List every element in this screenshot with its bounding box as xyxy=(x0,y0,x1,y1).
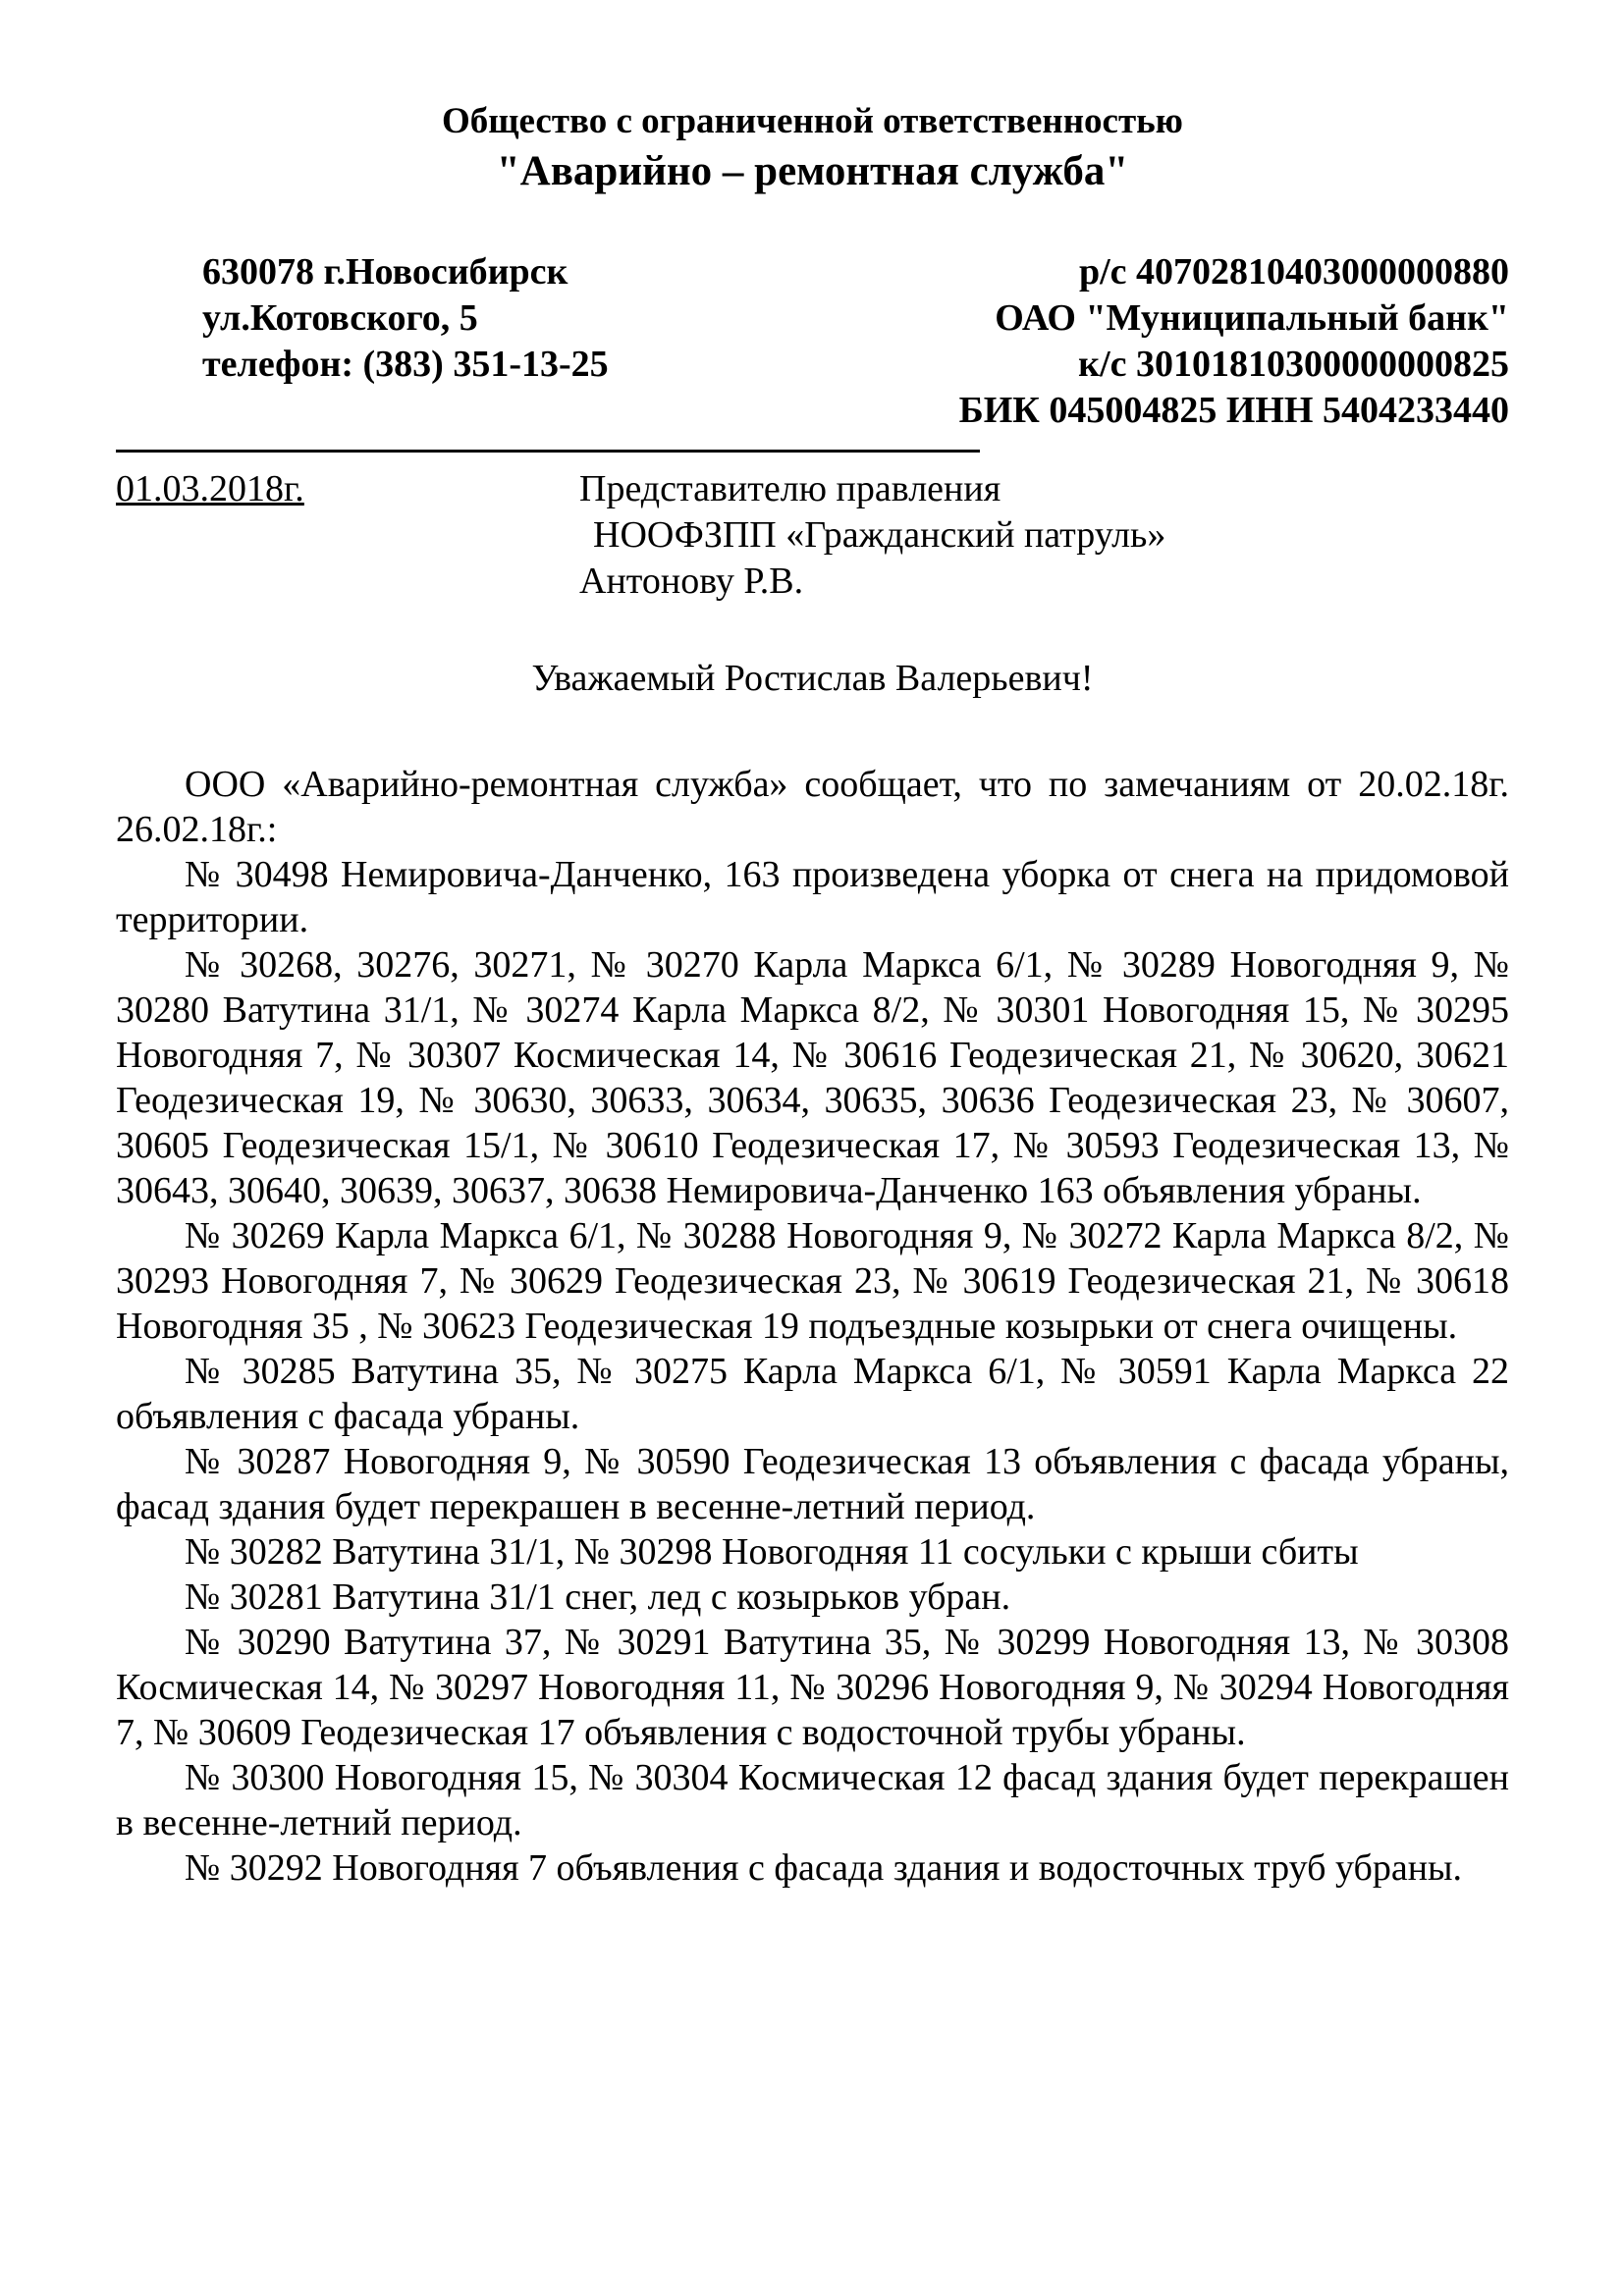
bank-bik-inn: БИК 045004825 ИНН 5404233440 xyxy=(958,390,1509,431)
org-header xyxy=(116,98,1509,198)
body-paragraph: № 30300 Новогодняя 15, № 30304 Космическая 12 фасад здания будет перекрашен в весенне-летний период. xyxy=(116,1757,1509,1843)
bank-corr-account: к/с 30101810300000000825 xyxy=(1078,344,1509,385)
body-paragraph: № 30282 Ватутина 31/1, № 30298 Новогодняя 11 сосульки с крыши сбиты xyxy=(185,1531,1359,1573)
body-paragraph: ООО «Аварийно-ремонтная служба» сообщает, что по замечаниям от 20.02.18г. 26.02.18г.: xyxy=(116,764,1509,850)
letter-date: 01.03.2018г. xyxy=(116,468,304,509)
address-phone: телефон: (383) 351-13-25 xyxy=(202,344,609,385)
divider-line xyxy=(116,450,980,453)
body-paragraph: № 30498 Немировича-Данченко, 163 произведена уборка от снега на придомовой территории. xyxy=(116,854,1509,940)
recipient-person: Антонову Р.В. xyxy=(579,561,804,602)
body-paragraph: № 30281 Ватутина 31/1 снег, лед с козырьков убран. xyxy=(185,1576,1011,1618)
recipient-block xyxy=(579,466,1509,605)
bank-settlement-account: р/с 40702810403000000880 xyxy=(1078,251,1509,293)
body-paragraph: № 30292 Новогодняя 7 объявления с фасада здания и водосточных труб убраны. xyxy=(185,1847,1463,1889)
address-street: ул.Котовского, 5 xyxy=(202,297,478,339)
bank-name: ОАО "Муниципальный банк" xyxy=(995,297,1509,339)
body-paragraph: № 30285 Ватутина 35, № 30275 Карла Маркса 6/1, № 30591 Карла Маркса 22 объявления с фасада убраны. xyxy=(116,1351,1509,1437)
recipient-organization: НООФЗПП «Гражданский патруль» xyxy=(593,514,1166,556)
body-paragraph: № 30268, 30276, 30271, № 30270 Карла Маркса 6/1, № 30289 Новогодняя 9, № 30280 Ватутина 31/1, № 30274 Карла Маркса 8/2, № 30301 Новогодняя 15, № 30295 Новогодняя 7, № 30307 Космическая 14, № 30616 Геодезическая 21, № 30620, 30621 Геодезическая 19, № 30630, 30633, 30634, 30635, 30636 Геодезическая 23, № 30607, 30605 Геодезическая 15/1, № 30610 Геодезическая 17, № 30593 Геодезическая 13, № 30643, 30640, 30639, 30637, 30638 Немировича-Данченко 163 объявления убраны. xyxy=(116,944,1509,1211)
date-recipient-row xyxy=(116,466,1509,605)
body-paragraph: № 30287 Новогодняя 9, № 30590 Геодезическая 13 объявления с фасада убраны, фасад здания будет перекрашен в весенне-летний период. xyxy=(116,1441,1509,1527)
recipient-title: Представителю правления xyxy=(579,468,1001,509)
requisites-block xyxy=(116,249,1509,434)
body-paragraph: № 30269 Карла Маркса 6/1, № 30288 Новогодняя 9, № 30272 Карла Маркса 8/2, № 30293 Новогодняя 7, № 30629 Геодезическая 23, № 30619 Геодезическая 21, № 30618 Новогодняя 35 , № 30623 Геодезическая 19 подъездные козырьки от снега очищены. xyxy=(116,1215,1509,1347)
letter-body xyxy=(116,762,1509,1891)
address-postal-city: 630078 г.Новосибирск xyxy=(202,251,568,293)
org-name-line: "Аварийно – ремонтная служба" xyxy=(496,148,1129,194)
address-block xyxy=(116,249,609,434)
salutation: Уважаемый Ростислав Валерьевич! xyxy=(531,658,1094,699)
org-type-line: Общество с ограниченной ответственностью xyxy=(442,101,1183,141)
body-paragraph: № 30290 Ватутина 37, № 30291 Ватутина 35, № 30299 Новогодняя 13, № 30308 Космическая 14, № 30297 Новогодняя 11, № 30296 Новогодняя 9, № 30294 Новогодняя 7, № 30609 Геодезическая 17 объявления с водосточной трубы убраны. xyxy=(116,1622,1509,1753)
bank-details-block xyxy=(959,249,1509,434)
